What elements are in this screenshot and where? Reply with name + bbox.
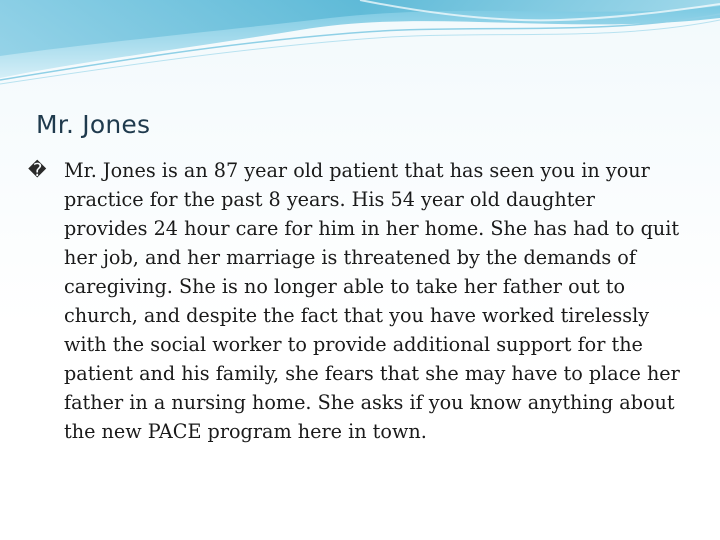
bullet-text: Mr. Jones is an 87 year old patient that has seen you in your practice for the past 8 years. His 54 year old daughter provides 24 hour care for him in her home. She has had to quit her job, and her marriage is threatened by the demands of caregiving. She is no longer able to take her father out to church, and despite the fact that you have worked tirelessly with the social worker to provide additional support for the patient and his family, she fears that she may have to place her father in a nursing home. She asks if you know anything about the new PACE program here in town.: [64, 159, 680, 443]
slide-body: [28, 156, 688, 446]
bullet-item: [28, 156, 688, 446]
slide-title: Mr. Jones: [36, 110, 151, 139]
bullet-symbol: �: [28, 159, 47, 181]
header-wave-decoration: [0, 0, 720, 90]
bullet-icon: [28, 156, 64, 185]
